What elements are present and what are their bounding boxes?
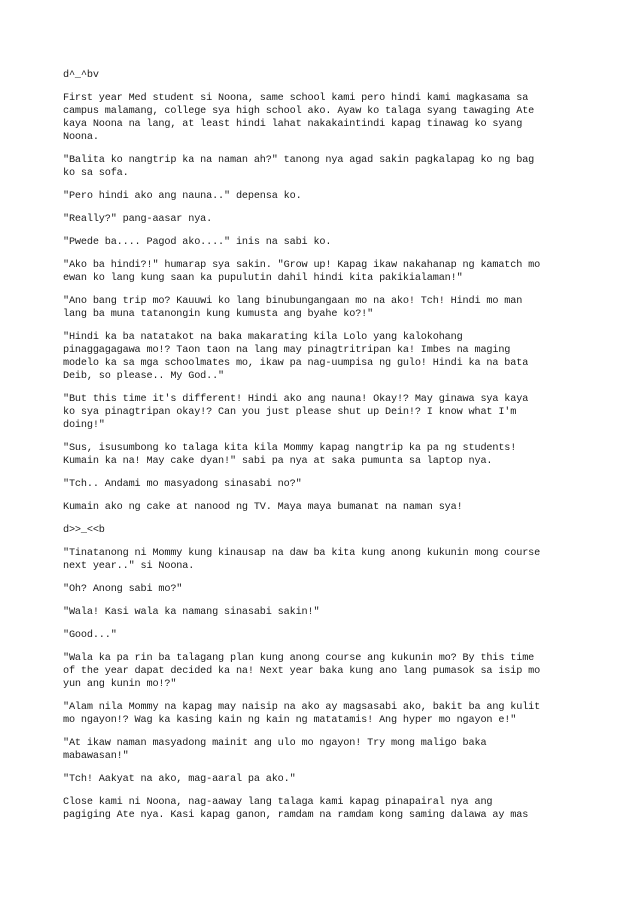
paragraph-11: "Sus, isusumbong ko talaga kita kila Mommy kapag nangtrip ka pa ng students! Kumain ka na! May cake dyan!" sabi pa nya at saka pumunta sa laptop nya. [63, 443, 517, 467]
paragraph-4: "Pero hindi ako ang nauna.." depensa ko. [63, 191, 302, 202]
paragraph-15: "Tinatanong ni Mommy kung kinausap na daw ba kita kung anong kukunin mong course next year.." si Noona. [63, 548, 541, 572]
paragraph-23: Close kami ni Noona, nag-aaway lang talaga kami kapag pinapairal nya ang pagiging Ate nya. Kasi kapag ganon, ramdam na ramdam kong saming dalawa ay mas [63, 797, 529, 821]
paragraph-17: "Wala! Kasi wala ka namang sinasabi sakin!" [63, 607, 320, 618]
paragraph-9: "Hindi ka ba natatakot na baka makarating kila Lolo yang kalokohang pinaggagagawa mo!? Taon taon na lang may pinagtritripan ka! Imbes na maging modelo ka sa mga schoolmates mo, ikaw pa nag-uumpisa ng gulo! Hindi ka na bata Deib, so please.. My God.." [63, 332, 529, 382]
paragraph-7: "Ako ba hindi?!" humarap sya sakin. "Grow up! Kapag ikaw nakahanap ng kamatch mo ewan ko lang kung saan ka pupulutin dahil hindi kita pakikialaman!" [63, 260, 541, 284]
paragraph-2: First year Med student si Noona, same school kami pero hindi kami magkasama sa campus malamang, college sya high school ako. Ayaw ko talaga syang tawaging Ate kaya Noona na lang, at least hindi lahat nakakaintindi kapag tinawag ko syang Noona. [63, 93, 535, 143]
paragraph-21: "At ikaw naman masyadong mainit ang ulo mo ngayon! Try mong maligo baka mabawasan!" [63, 738, 487, 762]
paragraph-19: "Wala ka pa rin ba talagang plan kung anong course ang kukunin mo? By this time of the year dapat decided ka na! Next year baka kung ano lang pumasok sa isip mo yun ang kunin mo!?" [63, 653, 541, 690]
paragraph-22: "Tch! Aakyat na ako, mag-aaral pa ako." [63, 774, 296, 785]
document-body [63, 69, 583, 832]
paragraph-13: Kumain ako ng cake at nanood ng TV. Maya maya bumanat na naman sya! [63, 502, 463, 513]
paragraph-10: "But this time it's different! Hindi ako ang nauna! Okay!? May ginawa sya kaya ko sya pinagtripan okay!? Can you just please shut up Dein!? I know what I'm doing!" [63, 394, 529, 431]
paragraph-1: d^_^bv [63, 70, 99, 81]
paragraph-5: "Really?" pang-aasar nya. [63, 214, 213, 225]
paragraph-18: "Good..." [63, 630, 117, 641]
paragraph-20: "Alam nila Mommy na kapag may naisip na ako ay magsasabi ako, bakit ba ang kulit mo ngayon!? Wag ka kasing kain ng kain ng matatamis! Ang hyper mo ngayon e!" [63, 702, 541, 726]
paragraph-12: "Tch.. Andami mo masyadong sinasabi no?" [63, 479, 302, 490]
paragraph-8: "Ano bang trip mo? Kauuwi ko lang binubungangaan mo na ako! Tch! Hindi mo man lang ba muna tatanongin kung kumusta ang byahe ko?!" [63, 296, 523, 320]
paragraph-3: "Balita ko nangtrip ka na naman ah?" tanong nya agad sakin pagkalapag ko ng bag ko sa sofa. [63, 155, 535, 179]
paragraph-16: "Oh? Anong sabi mo?" [63, 584, 183, 595]
paragraph-6: "Pwede ba.... Pagod ako...." inis na sabi ko. [63, 237, 332, 248]
paragraph-14: d>>_<<b [63, 525, 105, 536]
